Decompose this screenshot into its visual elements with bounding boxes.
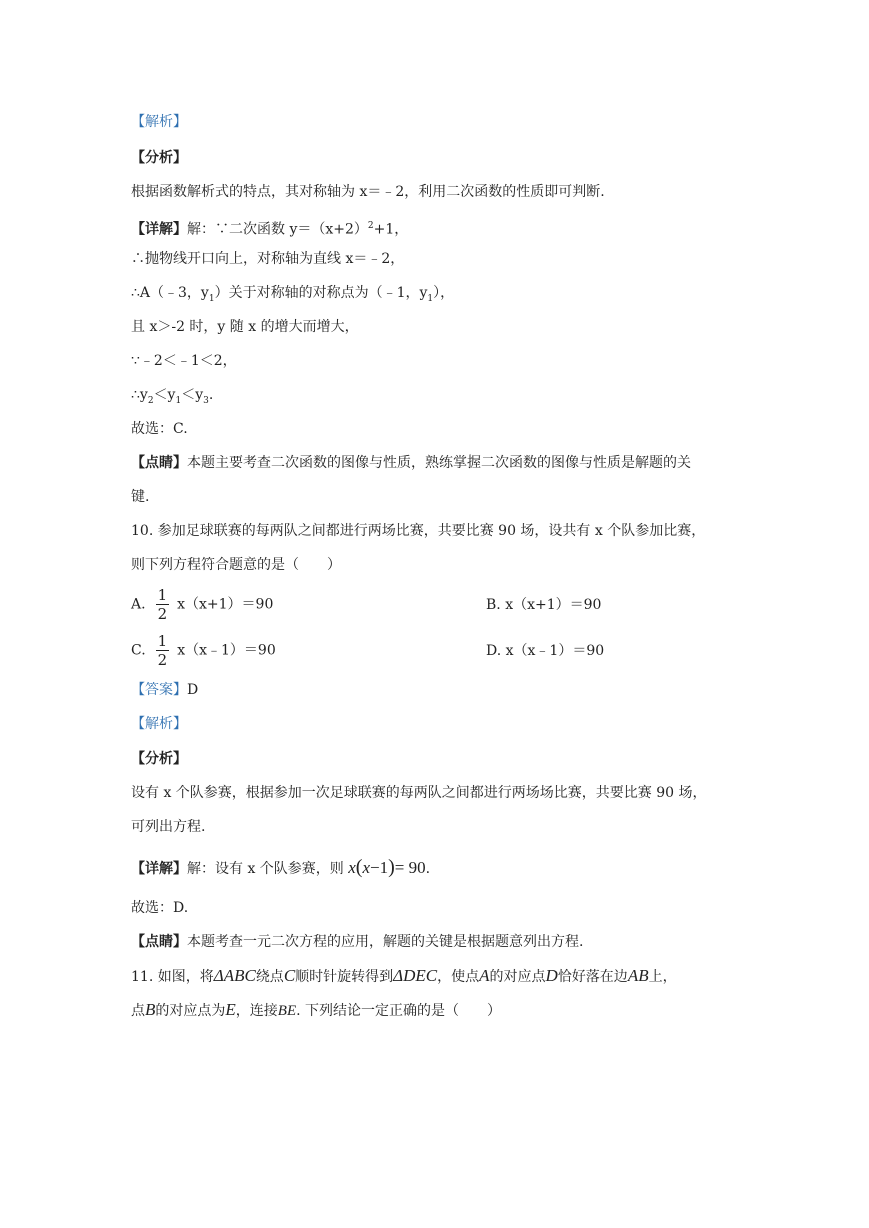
option-c-label: C. — [131, 642, 146, 659]
xiangjie-tail: +1， — [373, 221, 409, 238]
section-fenxi-heading: 【分析】 — [131, 150, 187, 166]
dianjing-tag: 【点睛】 — [131, 934, 187, 950]
frac-num: 1 — [157, 632, 168, 650]
xiangjie-text: 解：设有 x 个队参赛，则 — [187, 861, 344, 877]
solution-line-2 — [131, 283, 454, 309]
q11-l2d: . 下列结论一定正确的是（ ） — [296, 1003, 502, 1019]
l5-b: ＜y — [153, 387, 176, 403]
point-b: B — [145, 1000, 156, 1019]
section-jiexi-heading: 【解析】 — [131, 114, 187, 130]
q10-xiangjie-line — [131, 857, 430, 879]
eq-close: ) — [388, 856, 395, 878]
l5-c: ＜y — [181, 387, 204, 403]
dianjing-line-2: 键. — [131, 489, 150, 505]
q11-t6: 上， — [648, 969, 677, 985]
point-a: A — [479, 966, 490, 985]
fenxi-text: 根据函数解析式的特点，其对称轴为 x＝﹣2，利用二次函数的性质即可判断. — [131, 184, 605, 200]
point-e: E — [225, 1000, 236, 1019]
q10-fenxi-text-1: 设有 x 个队参赛，根据参加一次足球联赛的每两队之间都进行两场场比赛，共要比赛 90 场， — [131, 785, 707, 801]
eq-minus1: −1 — [370, 858, 389, 877]
q10-fenxi-text-2: 可列出方程. — [131, 819, 206, 835]
q11-l2b: 的对应点为 — [155, 1003, 226, 1019]
dianjing-text: 本题主要考查二次函数的图像与性质，熟练掌握二次函数的图像与性质是解题的关 — [187, 455, 691, 471]
xiangjie-tag: 【详解】 — [131, 861, 187, 877]
q11-t1: 绕点 — [255, 969, 284, 985]
dianjing-line — [131, 453, 691, 473]
fraction-half — [156, 586, 170, 623]
l2-b: ）关于对称轴的对称点为（﹣1，y — [214, 285, 428, 301]
tri-dec: ΔDEC — [393, 966, 438, 985]
q10-jiexi-heading: 【解析】 — [131, 716, 187, 732]
q11-t2: 顺时针旋转得到 — [295, 969, 394, 985]
q10-dianjing-line — [131, 932, 583, 952]
option-a-label: A. — [131, 596, 146, 613]
fraction-half — [156, 632, 170, 669]
l2-c: ）， — [433, 285, 455, 301]
l2-sub2: 1 — [427, 293, 434, 304]
l5-s1: 2 — [147, 395, 154, 406]
l2-sub1: 1 — [208, 293, 215, 304]
eq-dot: . — [425, 861, 431, 877]
q11-t3: ，使点 — [437, 969, 480, 985]
q10-option-d: D. x（x﹣1）＝90 — [486, 643, 605, 659]
eq-x2: x — [362, 858, 371, 877]
dianjing-text: 本题考查一元二次方程的应用，解题的关键是根据题意列出方程. — [187, 934, 584, 950]
point-c: C — [283, 966, 296, 985]
q10-fenxi-heading: 【分析】 — [131, 751, 187, 767]
q11-l2a: 点 — [131, 1003, 145, 1019]
q11-t5: 恰好落在边 — [557, 969, 628, 985]
exponent: 2 — [367, 221, 374, 231]
q10-stem-1: 10. 参加足球联赛的每两队之间都进行两场比赛，共要比赛 90 场，设共有 x 个队参加比赛， — [131, 523, 706, 539]
q10-option-c — [131, 632, 276, 669]
q10-guxuan: 故选：D. — [131, 900, 189, 916]
eq-x: x — [348, 858, 356, 877]
answer-tag: 【答案】 — [131, 682, 187, 698]
q11-stem-1 — [131, 966, 677, 987]
l5-s3: 3 — [203, 395, 209, 406]
dianjing-tag: 【点睛】 — [131, 455, 187, 471]
q11-t4: 的对应点 — [489, 969, 546, 985]
q10-answer-line — [131, 680, 198, 700]
frac-num: 1 — [157, 586, 168, 604]
eq-rhs: = 90 — [394, 858, 426, 877]
eq-open: ( — [355, 856, 363, 878]
xiangjie-tag: 【详解】 — [131, 221, 187, 238]
l5-a: ∴y — [131, 387, 148, 403]
l5-d: . — [208, 387, 214, 403]
answer-value: D — [187, 682, 199, 698]
q11-l2c: ，连接 — [235, 1003, 278, 1019]
option-c-text: x（x﹣1）＝90 — [177, 642, 276, 659]
q11-num: 11. 如图，将 — [131, 969, 214, 985]
segment-be: BE — [277, 1003, 297, 1019]
point-d: D — [545, 966, 558, 985]
l5-s2: 1 — [175, 395, 182, 406]
q10-option-a — [131, 586, 273, 623]
xiangjie-text: 解：∵二次函数 y＝（x+2） — [187, 221, 368, 238]
frac-den: 2 — [157, 651, 168, 669]
q10-option-b: B. x（x+1）＝90 — [486, 597, 602, 613]
solution-line-1: ∴抛物线开口向上，对称轴为直线 x＝﹣2， — [131, 251, 405, 267]
solution-line-3: 且 x＞-2 时，y 随 x 的增大而增大， — [131, 319, 359, 335]
l2-a: ∴A（﹣3，y — [131, 285, 209, 301]
option-a-text: x（x+1）＝90 — [177, 596, 274, 613]
segment-ab: AB — [627, 966, 649, 985]
tri-abc: ΔABC — [213, 966, 256, 985]
frac-den: 2 — [157, 605, 168, 623]
solution-line-4: ∵﹣2＜﹣1＜2， — [131, 353, 237, 369]
guxuan-line: 故选：C. — [131, 421, 188, 437]
solution-line-5 — [131, 385, 213, 411]
xiangjie-line — [131, 216, 408, 240]
q11-stem-2 — [131, 1000, 501, 1021]
q10-stem-2: 则下列方程符合题意的是（ ） — [131, 557, 341, 573]
